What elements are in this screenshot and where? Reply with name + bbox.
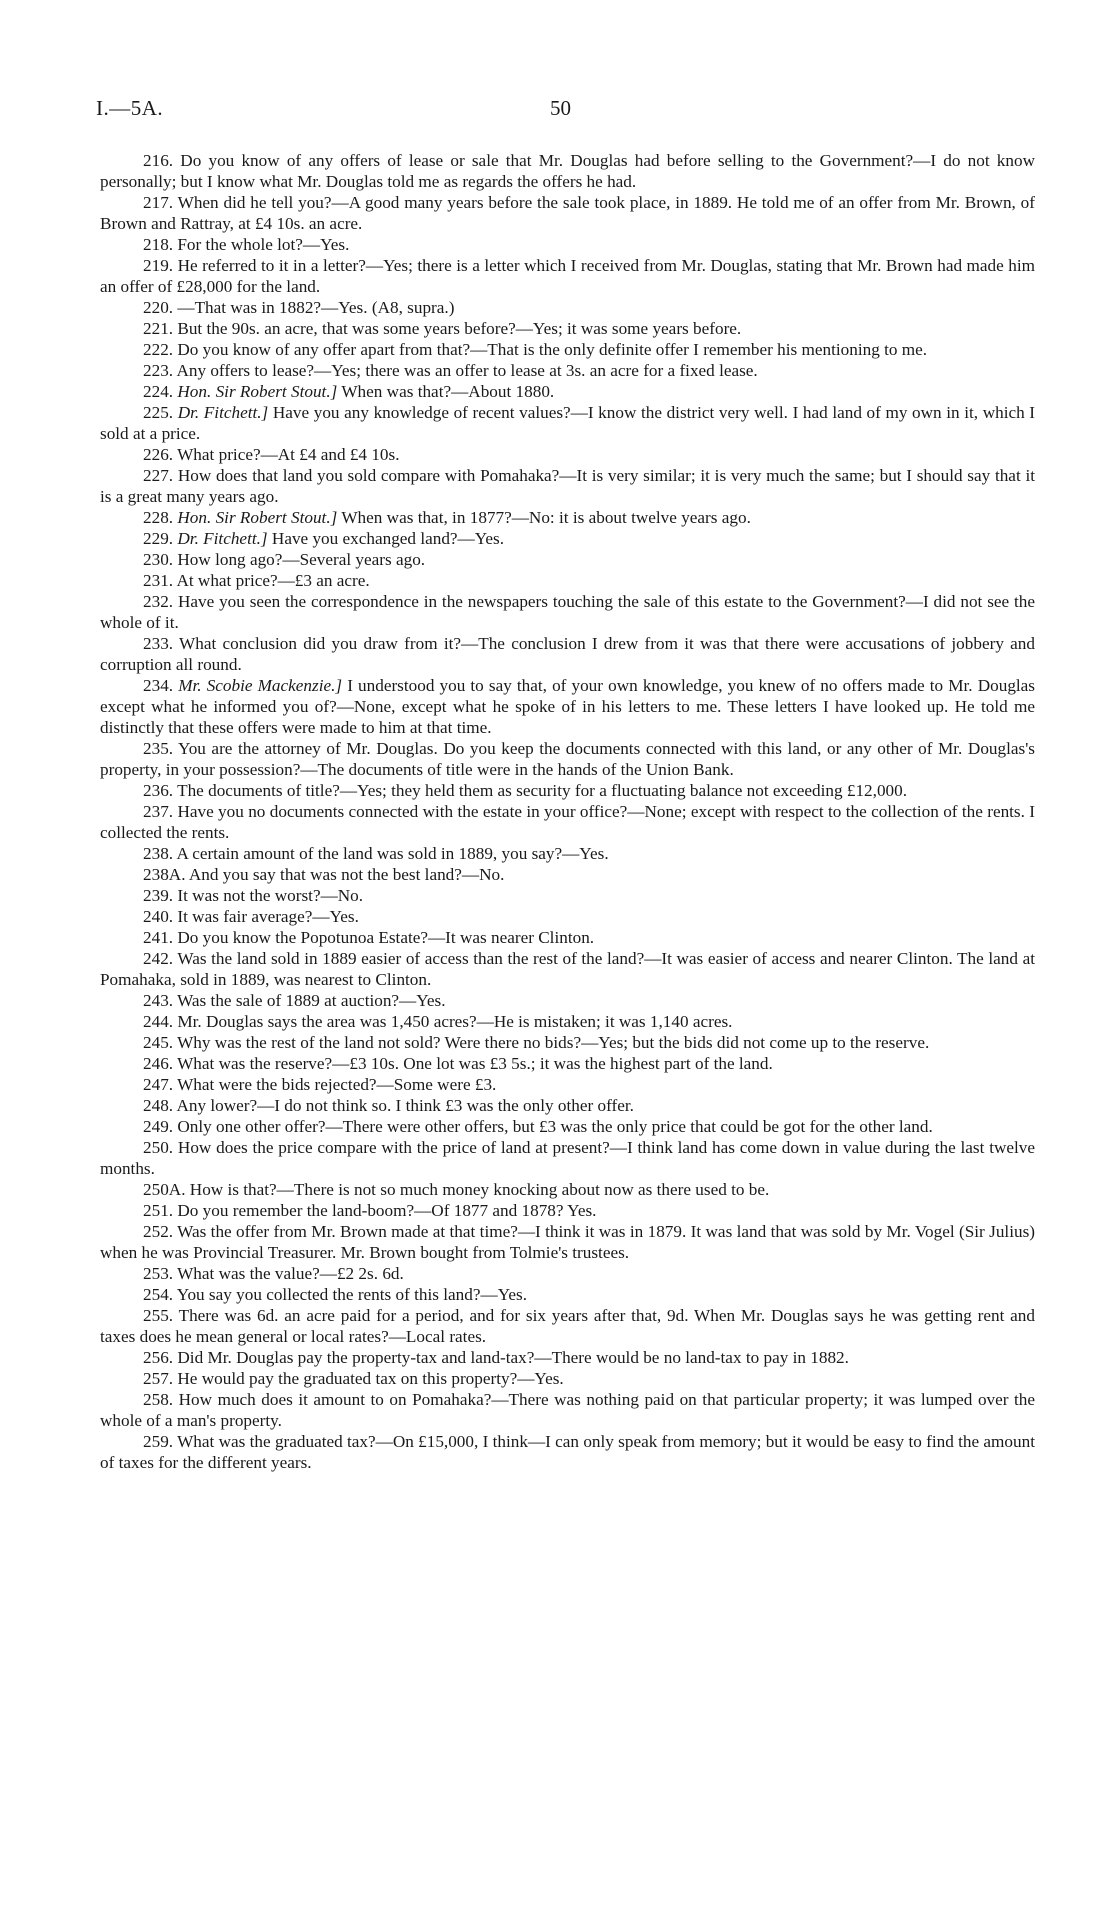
question-number: 251. <box>143 1201 174 1220</box>
question-answer-text: Do you remember the land-boom?—Of 1877 and 1878? Yes. <box>177 1201 597 1220</box>
question-answer-text: —That was in 1882?—Yes. (A8, supra.) <box>177 298 455 317</box>
evidence-text <box>100 150 1035 1473</box>
question-entry <box>100 591 1035 633</box>
question-entry <box>100 528 1035 549</box>
speaker-name: Hon. Sir Robert Stout.] <box>177 382 338 401</box>
question-entry <box>100 402 1035 444</box>
question-answer-text: What price?—At £4 and £4 10s. <box>177 445 400 464</box>
question-number: 216. <box>143 151 174 170</box>
question-answer-text: What was the graduated tax?—On £15,000, I think—I can only speak from memory; but it would be easy to find the amount of taxes for the different years. <box>100 1432 1035 1472</box>
question-entry <box>100 1032 1035 1053</box>
question-entry <box>100 507 1035 528</box>
question-number: 223. <box>143 361 174 380</box>
question-entry <box>100 843 1035 864</box>
question-answer-text: Was the sale of 1889 at auction?—Yes. <box>177 991 446 1010</box>
question-number: 238A. <box>143 865 186 884</box>
speaker-name: Dr. Fitchett.] <box>177 529 268 548</box>
question-answer-text: I understood you to say that, of your own knowledge, you knew of no offers made to Mr. Douglas except what he informed you of?—None, except what he spoke of in his letters to me. These letters I have looked up. He told me distinctly that these offers were made to him at that time. <box>100 676 1036 737</box>
question-entry <box>100 234 1035 255</box>
question-answer-text: Only one other offer?—There were other offers, but £3 was the only price that could be got for the other land. <box>177 1117 933 1136</box>
question-number: 244. <box>143 1012 174 1031</box>
question-number: 254. <box>143 1285 174 1304</box>
question-answer-text: How much does it amount to on Pomahaka?—There was nothing paid on that particular property; it was lumped over the whole of a man's property. <box>100 1390 1036 1430</box>
question-entry <box>100 1137 1035 1179</box>
question-entry <box>100 1389 1035 1431</box>
question-answer-text: A certain amount of the land was sold in 1889, you say?—Yes. <box>176 844 609 863</box>
question-answer-text: What was the value?—£2 2s. 6d. <box>177 1264 404 1283</box>
question-answer-text: At what price?—£3 an acre. <box>176 571 370 590</box>
question-entry <box>100 1179 1035 1200</box>
question-entry <box>100 906 1035 927</box>
question-number: 237. <box>143 802 174 821</box>
question-number: 234. <box>143 676 174 695</box>
question-number: 217. <box>143 193 174 212</box>
question-entry <box>100 318 1035 339</box>
question-number: 241. <box>143 928 174 947</box>
page-number: 50 <box>550 96 571 120</box>
question-answer-text: Have you seen the correspondence in the newspapers touching the sale of this estate to the Government?—I did not see the whole of it. <box>100 592 1036 632</box>
question-entry <box>100 570 1035 591</box>
question-number: 247. <box>143 1075 174 1094</box>
question-number: 259. <box>143 1432 174 1451</box>
question-answer-text: Have you no documents connected with the estate in your office?—None; except with respect to the collection of the rents. I collected the rents. <box>100 802 1036 842</box>
question-number: 230. <box>143 550 174 569</box>
question-number: 226. <box>143 445 174 464</box>
question-answer-text: And you say that was not the best land?—No. <box>188 865 505 884</box>
question-entry <box>100 738 1035 780</box>
question-number: 255. <box>143 1306 174 1325</box>
question-number: 242. <box>143 949 174 968</box>
question-answer-text: He referred to it in a letter?—Yes; there is a letter which I received from Mr. Douglas, stating that Mr. Brown had made him an offer of £28,000 for the land. <box>100 256 1036 296</box>
question-answer-text: How is that?—There is not so much money knocking about now as there used to be. <box>189 1180 770 1199</box>
question-number: 250. <box>143 1138 174 1157</box>
question-answer-text: Was the offer from Mr. Brown made at that time?—I think it was in 1879. It was land that was sold by Mr. Vogel (Sir Julius) when he was Provincial Treasurer. Mr. Brown bought from Tolmie's trustees. <box>100 1222 1035 1262</box>
question-answer-text: When did he tell you?—A good many years before the sale took place, in 1889. He told me of an offer from Mr. Brown, of Brown and Rattray, at £4 10s. an acre. <box>100 193 1035 233</box>
question-entry <box>100 927 1035 948</box>
question-entry <box>100 1074 1035 1095</box>
question-entry <box>100 1011 1035 1032</box>
question-entry <box>100 381 1035 402</box>
question-answer-text: You are the attorney of Mr. Douglas. Do you keep the documents connected with this land, or any other of Mr. Douglas's property, in your possession?—The documents of title were in the hands of the Union Bank. <box>100 739 1035 779</box>
question-number: 221. <box>143 319 174 338</box>
question-number: 231. <box>143 571 174 590</box>
question-number: 256. <box>143 1348 174 1367</box>
question-entry <box>100 1284 1035 1305</box>
question-number: 257. <box>143 1369 174 1388</box>
question-entry <box>100 1221 1035 1263</box>
question-entry <box>100 465 1035 507</box>
question-answer-text: How does the price compare with the price of land at present?—I think land has come down in value during the last twelve months. <box>100 1138 1036 1178</box>
question-answer-text: Do you know the Popotunoa Estate?—It was nearer Clinton. <box>177 928 595 947</box>
question-answer-text: Do you know of any offers of lease or sale that Mr. Douglas had before selling to the Government?—I do not know personally; but I know what Mr. Douglas told me as regards the offers he had. <box>100 151 1035 191</box>
question-number: 258. <box>143 1390 174 1409</box>
question-answer-text: Do you know of any offer apart from that?—That is the only definite offer I remember his mentioning to me. <box>177 340 928 359</box>
question-entry <box>100 297 1035 318</box>
question-answer-text: You say you collected the rents of this land?—Yes. <box>176 1285 527 1304</box>
question-entry <box>100 444 1035 465</box>
speaker-name: Hon. Sir Robert Stout.] <box>177 508 338 527</box>
question-number: 250A. <box>143 1180 186 1199</box>
question-entry <box>100 1053 1035 1074</box>
question-entry <box>100 549 1035 570</box>
question-number: 218. <box>143 235 174 254</box>
question-number: 220. <box>143 298 174 317</box>
document-reference: I.—5A. <box>96 96 164 120</box>
question-entry <box>100 675 1035 738</box>
question-number: 229. <box>143 529 174 548</box>
question-entry <box>100 864 1035 885</box>
speaker-name: Dr. Fitchett.] <box>177 403 269 422</box>
question-number: 239. <box>143 886 174 905</box>
question-answer-text: He would pay the graduated tax on this property?—Yes. <box>177 1369 564 1388</box>
question-number: 238. <box>143 844 174 863</box>
question-number: 249. <box>143 1117 174 1136</box>
question-number: 253. <box>143 1264 174 1283</box>
question-number: 243. <box>143 991 174 1010</box>
question-entry <box>100 801 1035 843</box>
question-entry <box>100 990 1035 1011</box>
question-answer-text: For the whole lot?—Yes. <box>177 235 350 254</box>
question-answer-text: What conclusion did you draw from it?—The conclusion I drew from it was that there were accusations of jobbery and corruption all round. <box>100 634 1035 674</box>
question-number: 248. <box>143 1096 174 1115</box>
question-answer-text: It was fair average?—Yes. <box>177 907 359 926</box>
question-entry <box>100 192 1035 234</box>
question-entry <box>100 885 1035 906</box>
question-number: 227. <box>143 466 174 485</box>
question-answer-text: Have you exchanged land?—Yes. <box>271 529 505 548</box>
question-entry <box>100 255 1035 297</box>
question-entry <box>100 1116 1035 1137</box>
question-answer-text: Why was the rest of the land not sold? Were there no bids?—Yes; but the bids did not come up to the reserve. <box>177 1033 930 1052</box>
question-answer-text: What was the reserve?—£3 10s. One lot was £3 5s.; it was the highest part of the land. <box>177 1054 773 1073</box>
question-answer-text: Did Mr. Douglas pay the property-tax and land-tax?—There would be no land-tax to pay in 1882. <box>177 1348 849 1367</box>
question-answer-text: What were the bids rejected?—Some were £3. <box>177 1075 497 1094</box>
question-entry <box>100 633 1035 675</box>
question-answer-text: Mr. Douglas says the area was 1,450 acres?—He is mistaken; it was 1,140 acres. <box>177 1012 733 1031</box>
question-answer-text: When was that, in 1877?—No: it is about twelve years ago. <box>341 508 751 527</box>
question-entry <box>100 1347 1035 1368</box>
question-number: 219. <box>143 256 174 275</box>
question-number: 224. <box>143 382 174 401</box>
question-entry <box>100 1305 1035 1347</box>
question-number: 235. <box>143 739 174 758</box>
question-number: 246. <box>143 1054 174 1073</box>
question-answer-text: It was not the worst?—No. <box>177 886 364 905</box>
question-entry <box>100 1431 1035 1473</box>
question-answer-text: The documents of title?—Yes; they held them as security for a fluctuating balance not exceeding £12,000. <box>177 781 908 800</box>
question-answer-text: Any offers to lease?—Yes; there was an offer to lease at 3s. an acre for a fixed lease. <box>176 361 758 380</box>
question-entry <box>100 1368 1035 1389</box>
question-entry <box>100 150 1035 192</box>
question-number: 222. <box>143 340 174 359</box>
question-number: 225. <box>143 403 174 422</box>
question-number: 228. <box>143 508 174 527</box>
question-number: 233. <box>143 634 174 653</box>
question-entry <box>100 1200 1035 1221</box>
question-number: 245. <box>143 1033 174 1052</box>
question-entry <box>100 1263 1035 1284</box>
question-entry <box>100 339 1035 360</box>
question-answer-text: Have you any knowledge of recent values?—I know the district very well. I had land of my own in it, which I sold at a price. <box>100 403 1036 443</box>
question-number: 240. <box>143 907 174 926</box>
question-entry <box>100 1095 1035 1116</box>
question-entry <box>100 360 1035 381</box>
question-number: 252. <box>143 1222 174 1241</box>
question-answer-text: Was the land sold in 1889 easier of access than the rest of the land?—It was easier of access and nearer Clinton. The land at Pomahaka, sold in 1889, was nearest to Clinton. <box>100 949 1035 989</box>
question-answer-text: How long ago?—Several years ago. <box>177 550 426 569</box>
question-answer-text: But the 90s. an acre, that was some years before?—Yes; it was some years before. <box>177 319 742 338</box>
question-number: 236. <box>143 781 174 800</box>
page-header <box>96 96 1036 126</box>
question-number: 232. <box>143 592 174 611</box>
speaker-name: Mr. Scobie Mackenzie.] <box>178 676 343 695</box>
question-entry <box>100 948 1035 990</box>
question-answer-text: There was 6d. an acre paid for a period, and for six years after that, 9d. When Mr. Douglas says he was getting rent and taxes does he mean general or local rates?—Local rates. <box>100 1306 1035 1346</box>
question-answer-text: Any lower?—I do not think so. I think £3 was the only other offer. <box>176 1096 634 1115</box>
question-answer-text: When was that?—About 1880. <box>341 382 555 401</box>
question-answer-text: How does that land you sold compare with Pomahaka?—It is very similar; it is very much the same; but I should say that it is a great many years ago. <box>100 466 1035 506</box>
question-entry <box>100 780 1035 801</box>
